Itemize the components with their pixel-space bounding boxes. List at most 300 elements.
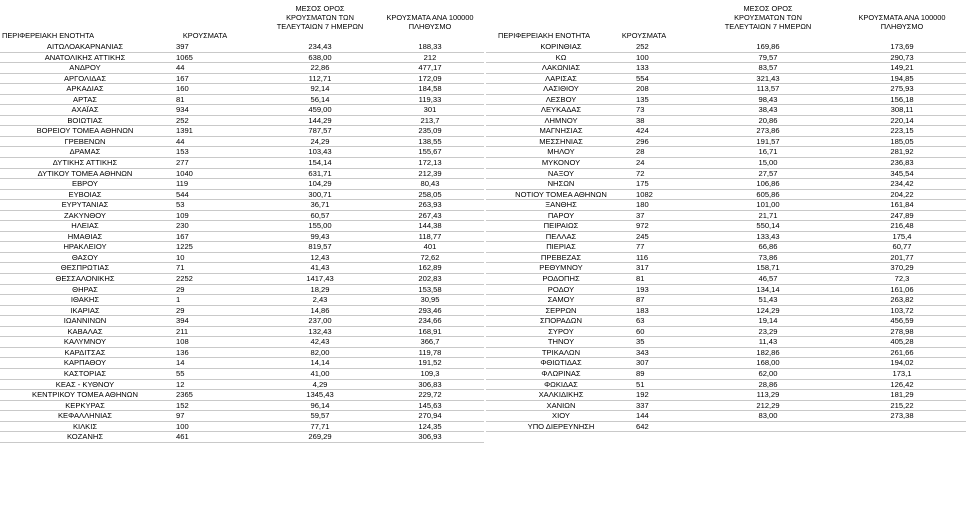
table-row (486, 411, 966, 422)
header-cases: ΚΡΟΥΣΜΑΤΑ (182, 31, 228, 40)
region-cell: ΑΝΔΡΟΥ (69, 63, 101, 73)
table-right-half (486, 0, 966, 432)
region-cell: ΠΕΙΡΑΙΩΣ (543, 221, 579, 231)
cases-cell: 167 (176, 231, 189, 241)
region-cell: ΚΟΡΙΝΘΙΑΣ (540, 42, 582, 51)
header-per100k-line1: ΚΡΟΥΣΜΑΤΑ ΑΝΑ 100000 (858, 13, 946, 22)
avg7-cell: 819,57 (308, 242, 332, 252)
table-row (486, 306, 966, 317)
cases-cell: 37 (636, 210, 645, 220)
cases-cell: 307 (636, 358, 649, 368)
table-header-left (0, 0, 484, 42)
cases-cell: 193 (636, 284, 649, 294)
avg7-cell: 11,43 (758, 337, 778, 347)
region-cell: ΖΑΚΥΝΘΟΥ (64, 210, 106, 220)
per100k-cell: 172,09 (418, 73, 442, 83)
per100k-cell: 281,92 (890, 147, 914, 157)
region-cell: ΣΑΜΟΥ (547, 295, 575, 305)
per100k-cell: 144,38 (418, 221, 442, 231)
region-cell: ΝΗΣΩΝ (547, 179, 575, 189)
region-cell: ΧΑΛΚΙΔΙΚΗΣ (538, 390, 584, 400)
per100k-cell: 172,13 (418, 158, 442, 168)
table-row (0, 295, 484, 306)
cases-cell: 1 (176, 295, 181, 305)
region-cell: ΣΕΡΡΩΝ (545, 305, 577, 315)
cases-cell: 73 (636, 105, 645, 115)
per100k-cell: 173,69 (890, 42, 914, 51)
avg7-cell: 96,14 (310, 400, 330, 410)
cases-cell: 160 (176, 84, 189, 94)
cases-cell: 180 (636, 200, 649, 210)
region-cell: ΜΗΛΟΥ (547, 147, 575, 157)
cases-cell: 424 (636, 126, 649, 136)
per100k-cell: 234,42 (890, 179, 914, 189)
cases-cell: 12 (176, 379, 185, 389)
per100k-cell: 212,39 (418, 168, 442, 178)
cases-cell: 81 (176, 94, 185, 104)
cases-cell: 10 (176, 252, 185, 262)
avg7-cell: 212,29 (756, 400, 780, 410)
header-avg-line2: ΚΡΟΥΣΜΑΤΩΝ ΤΩΝ (286, 13, 354, 22)
region-cell: ΛΑΚΩΝΙΑΣ (541, 63, 581, 73)
cases-cell: 337 (636, 400, 649, 410)
region-cell: ΛΑΡΙΣΑΣ (545, 73, 577, 83)
cases-cell: 81 (636, 274, 645, 284)
region-cell: ΘΕΣΠΡΩΤΙΑΣ (60, 263, 110, 273)
per100k-cell: 103,72 (890, 305, 914, 315)
avg7-cell: 104,29 (308, 179, 332, 189)
region-cell: ΚΑΛΥΜΝΟΥ (63, 337, 107, 347)
region-cell: ΕΥΡΥΤΑΝΙΑΣ (61, 200, 109, 210)
region-cell: ΧΙΟΥ (552, 411, 570, 421)
per100k-cell: 261,66 (890, 347, 914, 357)
table-row (486, 422, 966, 433)
table-row (486, 295, 966, 306)
avg7-cell: 60,57 (310, 210, 330, 220)
avg7-cell: 158,71 (756, 263, 780, 273)
per100k-cell: 267,43 (418, 210, 442, 220)
region-cell: ΛΕΥΚΑΔΑΣ (540, 105, 582, 115)
cases-cell: 51 (636, 379, 645, 389)
per100k-cell: 345,54 (890, 168, 914, 178)
per100k-cell: 405,28 (890, 337, 914, 347)
table-row (486, 105, 966, 116)
avg7-cell: 82,00 (310, 347, 330, 357)
per100k-cell: 273,38 (890, 411, 914, 421)
avg7-cell: 15,00 (758, 158, 778, 168)
table-row (0, 53, 484, 64)
avg7-cell: 98,43 (758, 94, 778, 104)
avg7-cell: 4,29 (312, 379, 328, 389)
cases-cell: 934 (176, 105, 189, 115)
table-row (0, 158, 484, 169)
avg7-cell: 12,43 (310, 252, 330, 262)
avg7-cell: 182,86 (756, 347, 780, 357)
avg7-cell: 79,57 (758, 52, 778, 62)
cases-cell: 183 (636, 305, 649, 315)
avg7-cell: 66,86 (758, 242, 778, 252)
table-row (486, 158, 966, 169)
table-row (0, 306, 484, 317)
region-cell: ΔΡΑΜΑΣ (69, 147, 101, 157)
region-cell: ΑΝΑΤΟΛΙΚΗΣ ΑΤΤΙΚΗΣ (44, 52, 126, 62)
region-cell: ΠΡΕΒΕΖΑΣ (540, 252, 582, 262)
avg7-cell: 77,71 (310, 421, 330, 431)
cases-cell: 317 (636, 263, 649, 273)
table-row (0, 380, 484, 391)
region-cell: ΘΑΣΟΥ (71, 252, 99, 262)
region-cell: ΡΕΘΥΜΝΟΥ (539, 263, 583, 273)
cases-cell: 35 (636, 337, 645, 347)
avg7-cell: 46,57 (758, 274, 778, 284)
per100k-cell: 162,89 (418, 263, 442, 273)
table-row (486, 285, 966, 296)
region-cell: ΦΩΚΙΔΑΣ (544, 379, 578, 389)
per100k-cell: 234,66 (418, 316, 442, 326)
region-cell: ΡΟΔΟΠΗΣ (542, 274, 580, 284)
avg7-cell: 42,43 (310, 337, 330, 347)
table-row (486, 327, 966, 338)
region-cell: ΕΒΡΟΥ (72, 179, 98, 189)
avg7-cell: 59,57 (310, 411, 330, 421)
header-avg-line1: ΜΕΣΟΣ ΟΡΟΣ (743, 4, 793, 13)
avg7-cell: 101,00 (756, 200, 780, 210)
table-row (486, 63, 966, 74)
table-row (486, 126, 966, 137)
table-row (486, 74, 966, 85)
region-cell: ΛΗΜΝΟΥ (544, 115, 578, 125)
table-row (0, 274, 484, 285)
table-row (0, 401, 484, 412)
table-row (0, 232, 484, 243)
cases-cell: 230 (176, 221, 189, 231)
region-cell: ΝΟΤΙΟΥ ΤΟΜΕΑ ΑΘΗΝΩΝ (515, 189, 607, 199)
region-cell: ΗΡΑΚΛΕΙΟΥ (63, 242, 107, 252)
per100k-cell: 258,05 (418, 189, 442, 199)
table-row (486, 169, 966, 180)
cases-cell: 72 (636, 168, 645, 178)
region-cell: ΑΧΑΪΑΣ (71, 105, 99, 115)
region-cell: ΓΡΕΒΕΝΩΝ (64, 136, 106, 146)
per100k-cell: 161,06 (890, 284, 914, 294)
avg7-cell: 124,29 (756, 305, 780, 315)
table-row (0, 179, 484, 190)
avg7-cell: 14,14 (310, 358, 330, 368)
table-row (486, 253, 966, 264)
avg7-cell: 113,57 (756, 84, 780, 94)
region-cell: ΣΠΟΡΑΔΩΝ (540, 316, 582, 326)
region-cell: ΕΥΒΟΙΑΣ (68, 189, 102, 199)
table-row (0, 116, 484, 127)
per100k-cell: 370,29 (890, 263, 914, 273)
per100k-cell: 194,85 (890, 73, 914, 83)
avg7-cell: 99,43 (310, 231, 330, 241)
per100k-cell: 191,52 (418, 358, 442, 368)
header-per100k-line2: ΠΛΗΘΥΣΜΟ (408, 22, 452, 31)
region-cell: ΔΥΤΙΚΟΥ ΤΟΜΕΑ ΑΘΗΝΩΝ (37, 168, 133, 178)
per100k-cell: 175,4 (892, 231, 912, 241)
table-body-right (486, 42, 966, 432)
per100k-cell: 215,22 (890, 400, 914, 410)
per100k-cell: 275,93 (890, 84, 914, 94)
per100k-cell: 72,3 (894, 274, 910, 284)
per100k-cell: 119,33 (418, 94, 442, 104)
per100k-cell: 223,15 (890, 126, 914, 136)
avg7-cell: 23,29 (758, 326, 778, 336)
region-cell: ΒΟΙΩΤΙΑΣ (67, 115, 103, 125)
per100k-cell: 301 (423, 105, 437, 115)
avg7-cell: 321,43 (756, 73, 780, 83)
table-row (0, 242, 484, 253)
per100k-cell: 216,48 (890, 221, 914, 231)
avg7-cell: 144,29 (308, 115, 332, 125)
table-row (0, 358, 484, 369)
table-row (0, 263, 484, 274)
avg7-cell: 41,43 (310, 263, 330, 273)
per100k-cell: 156,18 (890, 94, 914, 104)
table-row (0, 253, 484, 264)
table-row (486, 137, 966, 148)
table-row (0, 42, 484, 53)
per100k-cell: 126,42 (890, 379, 914, 389)
cases-cell: 2365 (176, 390, 193, 400)
region-cell: ΞΑΝΘΗΣ (545, 200, 577, 210)
region-cell: ΙΚΑΡΙΑΣ (70, 305, 100, 315)
per100k-cell: 184,58 (418, 84, 442, 94)
cases-cell: 71 (176, 263, 185, 273)
table-row (486, 232, 966, 243)
per100k-cell: 290,73 (890, 52, 914, 62)
region-cell: ΛΕΣΒΟΥ (545, 94, 577, 104)
region-cell: ΚΩ (555, 52, 567, 62)
table-row (486, 190, 966, 201)
region-cell: ΦΛΩΡΙΝΑΣ (541, 368, 581, 378)
cases-cell: 642 (636, 421, 649, 431)
avg7-cell: 237,00 (308, 316, 332, 326)
cases-cell: 24 (636, 158, 645, 168)
region-cell: ΤΡΙΚΑΛΩΝ (541, 347, 581, 357)
per100k-cell: 201,77 (890, 252, 914, 262)
table-row (0, 84, 484, 95)
header-avg-line3: ΤΕΛΕΥΤΑΙΩΝ 7 ΗΜΕΡΩΝ (276, 22, 364, 31)
per100k-cell: 202,83 (418, 274, 442, 284)
avg7-cell: 28,86 (758, 379, 778, 389)
table-row (486, 95, 966, 106)
per100k-cell: 138,55 (418, 136, 442, 146)
cases-cell: 175 (636, 179, 649, 189)
cases-cell: 144 (636, 411, 649, 421)
region-cell: ΑΡΓΟΛΙΔΑΣ (63, 73, 107, 83)
avg7-cell: 103,43 (308, 147, 332, 157)
table-row (486, 274, 966, 285)
per100k-cell: 168,91 (418, 326, 442, 336)
avg7-cell: 273,86 (756, 126, 780, 136)
region-cell: ΚΑΒΑΛΑΣ (67, 326, 103, 336)
avg7-cell: 20,86 (758, 115, 778, 125)
per100k-cell: 236,83 (890, 158, 914, 168)
avg7-cell: 134,14 (756, 284, 780, 294)
table-row (0, 327, 484, 338)
avg7-cell: 154,14 (308, 158, 332, 168)
per100k-cell: 188,33 (418, 42, 442, 51)
avg7-cell: 14,86 (310, 305, 330, 315)
per100k-cell: 263,82 (890, 295, 914, 305)
avg7-cell: 155,00 (308, 221, 332, 231)
avg7-cell: 638,00 (308, 52, 332, 62)
header-region: ΠΕΡΙΦΕΡΕΙΑΚΗ ΕΝΟΤΗΤΑ (2, 31, 94, 40)
avg7-cell: 169,86 (756, 42, 780, 51)
per100k-cell: 30,95 (420, 295, 440, 305)
per100k-cell: 153,58 (418, 284, 442, 294)
cases-cell: 544 (176, 189, 189, 199)
per100k-cell: 204,22 (890, 189, 914, 199)
per100k-cell: 366,7 (420, 337, 440, 347)
region-cell: ΚΕΝΤΡΙΚΟΥ ΤΟΜΕΑ ΑΘΗΝΩΝ (32, 390, 138, 400)
per100k-cell: 456,59 (890, 316, 914, 326)
table-row (0, 316, 484, 327)
cases-cell: 63 (636, 316, 645, 326)
avg7-cell: 92,14 (310, 84, 330, 94)
table-header-right (486, 0, 966, 42)
region-cell: ΗΜΑΘΙΑΣ (67, 231, 103, 241)
region-cell: ΚΑΡΔΙΤΣΑΣ (64, 347, 106, 357)
table-row (0, 422, 484, 433)
avg7-cell: 113,29 (756, 390, 780, 400)
region-cell: ΑΡΤΑΣ (73, 94, 97, 104)
cases-cell: 28 (636, 147, 645, 157)
per100k-cell: 247,89 (890, 210, 914, 220)
per100k-cell: 181,29 (890, 390, 914, 400)
table-row (486, 53, 966, 64)
per100k-cell: 161,84 (890, 200, 914, 210)
per100k-cell: 149,21 (890, 63, 914, 73)
cases-cell: 135 (636, 94, 649, 104)
avg7-cell: 19,14 (758, 316, 778, 326)
table-row (0, 95, 484, 106)
header-avg-line2: ΚΡΟΥΣΜΑΤΩΝ ΤΩΝ (734, 13, 802, 22)
table-row (0, 200, 484, 211)
cases-cell: 55 (176, 368, 185, 378)
cases-cell: 60 (636, 326, 645, 336)
cases-cell: 1391 (176, 126, 193, 136)
header-per100k-line1: ΚΡΟΥΣΜΑΤΑ ΑΝΑ 100000 (386, 13, 474, 22)
per100k-cell: 145,63 (418, 400, 442, 410)
table-row (0, 147, 484, 158)
per100k-cell: 235,09 (418, 126, 442, 136)
region-cell: ΧΑΝΙΩΝ (546, 400, 576, 410)
avg7-cell: 18,29 (310, 284, 330, 294)
per100k-cell: 401 (423, 242, 437, 252)
per100k-cell: 220,14 (890, 115, 914, 125)
region-cell: ΑΡΚΑΔΙΑΣ (66, 84, 104, 94)
table-row (0, 285, 484, 296)
cases-cell: 108 (176, 337, 189, 347)
avg7-cell: 605,86 (756, 189, 780, 199)
cases-cell: 192 (636, 390, 649, 400)
region-cell: ΘΗΡΑΣ (72, 284, 98, 294)
region-cell: ΜΑΓΝΗΣΙΑΣ (539, 126, 583, 136)
region-cell: ΚΕΦΑΛΛΗΝΙΑΣ (57, 411, 113, 421)
region-cell: ΚΑΡΠΑΘΟΥ (63, 358, 107, 368)
cases-cell: 397 (176, 42, 189, 51)
region-cell: ΒΟΡΕΙΟΥ ΤΟΜΕΑ ΑΘΗΝΩΝ (36, 126, 134, 136)
table-row (0, 105, 484, 116)
per100k-cell: 109,3 (420, 368, 440, 378)
cases-cell: 296 (636, 136, 649, 146)
table-row (486, 263, 966, 274)
cases-cell: 97 (176, 411, 185, 421)
region-cell: ΣΥΡΟΥ (548, 326, 574, 336)
per100k-cell: 60,77 (892, 242, 912, 252)
table-row (0, 211, 484, 222)
table-row (486, 42, 966, 53)
table-body-left (0, 42, 484, 443)
cases-cell: 44 (176, 136, 185, 146)
cases-cell: 208 (636, 84, 649, 94)
avg7-cell: 112,71 (308, 73, 332, 83)
cases-cell: 53 (176, 200, 185, 210)
avg7-cell: 27,57 (758, 168, 778, 178)
per100k-cell: 308,11 (890, 105, 914, 115)
per100k-cell: 293,46 (418, 305, 442, 315)
per100k-cell: 213,7 (420, 115, 440, 125)
avg7-cell: 234,43 (308, 42, 332, 51)
cases-cell: 100 (176, 421, 189, 431)
table-left-half (0, 0, 484, 443)
avg7-cell: 269,29 (308, 432, 332, 442)
table-row (486, 401, 966, 412)
cases-cell: 252 (636, 42, 649, 51)
per100k-cell: 270,94 (418, 411, 442, 421)
table-row (486, 200, 966, 211)
table-row (0, 190, 484, 201)
table-row (0, 137, 484, 148)
cases-cell: 394 (176, 316, 189, 326)
region-cell: ΤΗΝΟΥ (547, 337, 575, 347)
avg7-cell: 133,43 (756, 231, 780, 241)
region-cell: ΚΕΡΚΥΡΑΣ (65, 400, 105, 410)
avg7-cell: 21,71 (758, 210, 778, 220)
per100k-cell: 80,43 (420, 179, 440, 189)
per100k-cell: 477,17 (418, 63, 442, 73)
avg7-cell: 51,43 (758, 295, 778, 305)
cases-cell: 1082 (636, 189, 653, 199)
cases-cell: 167 (176, 73, 189, 83)
avg7-cell: 106,86 (756, 179, 780, 189)
region-cell: ΙΩΑΝΝΙΝΩΝ (63, 316, 107, 326)
table-row (0, 221, 484, 232)
avg7-cell: 62,00 (758, 368, 778, 378)
per100k-cell: 306,83 (418, 379, 442, 389)
table-row (486, 84, 966, 95)
per100k-cell: 72,62 (420, 252, 440, 262)
avg7-cell: 300,71 (308, 189, 332, 199)
table-row (0, 63, 484, 74)
cases-cell: 116 (636, 252, 649, 262)
per100k-cell: 124,35 (418, 421, 442, 431)
cases-cell: 77 (636, 242, 645, 252)
table-row (0, 337, 484, 348)
region-cell: ΦΘΙΩΤΙΔΑΣ (540, 358, 582, 368)
table-row (486, 348, 966, 359)
cases-cell: 554 (636, 73, 649, 83)
table-row (0, 74, 484, 85)
cases-cell: 153 (176, 147, 189, 157)
per100k-cell: 155,67 (418, 147, 442, 157)
region-cell: ΚΙΛΚΙΣ (72, 421, 98, 431)
table-row (486, 221, 966, 232)
avg7-cell: 36,71 (310, 200, 330, 210)
